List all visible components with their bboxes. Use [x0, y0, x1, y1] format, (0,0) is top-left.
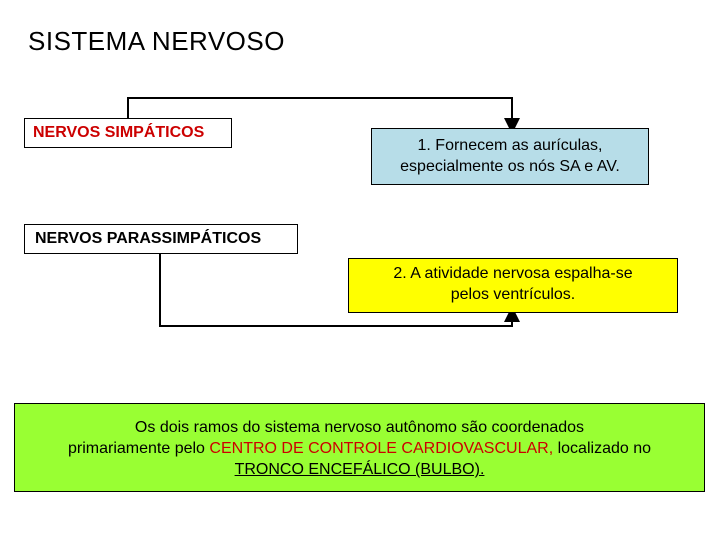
summary-line-2 [15, 438, 704, 459]
item-2-box [348, 258, 678, 313]
parasympathetic-nerves-box [24, 224, 298, 254]
parasympathetic-nerves-label: NERVOS PARASSIMPÁTICOS [35, 230, 262, 247]
item-1-box [371, 128, 649, 185]
item-2-line-1: 2. A atividade nervosa espalha-se [393, 265, 633, 282]
item-1-line-1: 1. Fornecem as aurículas, [417, 137, 603, 154]
item-2-line-2: pelos ventrículos. [450, 286, 576, 303]
summary-box [14, 403, 705, 492]
sympathetic-nerves-label: NERVOS SIMPÁTICOS [33, 124, 205, 141]
diagram-title: SISTEMA NERVOSO [28, 26, 285, 56]
cardiovascular-center-highlight: CENTRO DE CONTROLE CARDIOVASCULAR, [209, 440, 554, 457]
summary-line-2-pre: primariamente pelo [68, 440, 210, 457]
summary-line-2-post: localizado no [553, 440, 651, 457]
item-1-line-2: especialmente os nós SA e AV. [400, 158, 620, 175]
sympathetic-nerves-box [24, 118, 232, 148]
summary-line-1: Os dois ramos do sistema nervoso autônomo são coordenados [134, 419, 585, 436]
summary-line-3: TRONCO ENCEFÁLICO (BULBO). [234, 461, 485, 478]
